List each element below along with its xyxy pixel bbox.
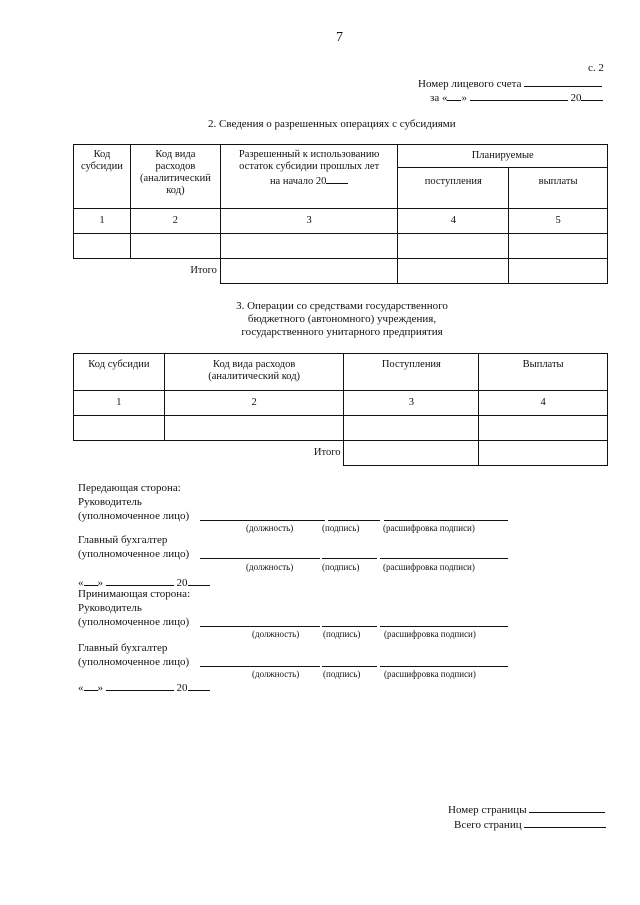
s2-total-cell[interactable] <box>220 259 398 284</box>
s3-col-number: 2 <box>164 391 344 416</box>
s3-cell[interactable] <box>344 416 479 441</box>
receive-head-label: Руководитель <box>78 602 142 614</box>
s2-col-number: 4 <box>398 209 509 234</box>
page-number: 7 <box>336 30 343 45</box>
transfer-year-field[interactable] <box>188 575 210 586</box>
decode-caption: (расшифровка подписи) <box>384 629 476 639</box>
receive-head-position-field[interactable] <box>200 626 320 627</box>
receive-party-label: Принимающая сторона: <box>78 588 191 600</box>
receive-accountant-position-field[interactable] <box>200 666 320 667</box>
receive-month-field[interactable] <box>106 680 174 691</box>
signature-caption: (подпись) <box>323 629 361 639</box>
s3-total-cell[interactable] <box>344 441 479 466</box>
transfer-party-label: Передающая сторона: <box>78 482 181 494</box>
signature-caption: (подпись) <box>322 562 360 572</box>
s3-header-code-expense: Код вида расходов (аналитический код) <box>164 354 344 391</box>
transfer-date-row: « » 20 <box>78 575 210 589</box>
receive-day-field[interactable] <box>84 680 98 691</box>
receive-head-signature-field[interactable] <box>322 626 377 627</box>
s3-col-number: 3 <box>344 391 479 416</box>
s2-header-planned: Планируемые <box>398 145 608 168</box>
sheet-label: с. 2 <box>588 62 604 74</box>
section3-title: 3. Операции со средствами государственного бюджетного (автономного) учреждения, государственного унитарного предприятия <box>236 300 448 338</box>
account-year-prefix: 20 <box>570 92 582 104</box>
s3-cell[interactable] <box>479 416 608 441</box>
s2-total-cell[interactable] <box>398 259 509 284</box>
s2-total-row <box>74 259 608 284</box>
account-date-mid: » <box>461 92 467 104</box>
transfer-month-field[interactable] <box>106 575 174 586</box>
s3-header-payments: Выплаты <box>479 354 608 391</box>
s3-total-cell[interactable] <box>479 441 608 466</box>
section2-title: 2. Сведения о разрешенных операциях с субсидиями <box>208 118 456 130</box>
transfer-day-field[interactable] <box>84 575 98 586</box>
account-date-row <box>430 90 603 104</box>
page-number-field[interactable] <box>529 802 605 813</box>
transfer-head-signature-field[interactable] <box>328 520 380 521</box>
total-pages-field[interactable] <box>524 817 606 828</box>
transfer-accountant-decode-field[interactable] <box>380 558 508 559</box>
transfer-head-authorized: (уполномоченное лицо) <box>78 510 190 522</box>
s3-col-number: 4 <box>479 391 608 416</box>
receive-accountant-signature-field[interactable] <box>322 666 377 667</box>
s2-data-row <box>74 234 608 259</box>
s2-header-payments: выплаты <box>509 168 608 209</box>
signature-caption: (подпись) <box>322 523 360 533</box>
transfer-head-label: Руководитель <box>78 496 142 508</box>
s2-cell[interactable] <box>509 234 608 259</box>
account-day-field[interactable] <box>447 90 461 101</box>
transfer-accountant-position-field[interactable] <box>200 558 320 559</box>
account-date-prefix: за « <box>430 92 448 104</box>
position-caption: (должность) <box>246 562 294 572</box>
account-month-field[interactable] <box>470 90 568 101</box>
s3-cell[interactable] <box>164 416 344 441</box>
s2-header-income: поступления <box>398 168 509 209</box>
account-number-label: Номер лицевого счета <box>418 78 522 90</box>
s2-col-number: 3 <box>220 209 398 234</box>
s2-total-cell[interactable] <box>509 259 608 284</box>
s3-total-label: Итого <box>313 447 341 459</box>
decode-caption: (расшифровка подписи) <box>384 669 476 679</box>
footer-total-pages: Всего страниц <box>454 817 606 831</box>
receive-head-authorized: (уполномоченное лицо) <box>78 616 190 628</box>
transfer-accountant-authorized: (уполномоченное лицо) <box>78 548 190 560</box>
decode-caption: (расшифровка подписи) <box>383 523 475 533</box>
receive-year-field[interactable] <box>188 680 210 691</box>
transfer-head-decode-field[interactable] <box>384 520 508 521</box>
s2-total-label: Итого <box>190 265 217 277</box>
signature-caption: (подпись) <box>323 669 361 679</box>
s3-header-code-subsidy: Код субсидии <box>74 354 165 391</box>
s3-data-row <box>74 416 608 441</box>
receive-head-decode-field[interactable] <box>380 626 508 627</box>
s2-header-code-subsidy: Код субсидии <box>74 145 131 209</box>
receive-accountant-label: Главный бухгалтер <box>78 642 168 654</box>
receive-accountant-authorized: (уполномоченное лицо) <box>78 656 190 668</box>
transfer-accountant-signature-field[interactable] <box>322 558 377 559</box>
receive-date-row: « » 20 <box>78 680 210 694</box>
s2-cell[interactable] <box>130 234 220 259</box>
s2-cell[interactable] <box>74 234 131 259</box>
section3-table <box>73 353 608 466</box>
s2-col-number: 1 <box>74 209 131 234</box>
position-caption: (должность) <box>246 523 294 533</box>
s2-header-allowed-balance: Разрешенный к использованию остаток субсидии прошлых лет на начало 20 <box>220 145 398 209</box>
footer-page-number: Номер страницы <box>448 802 605 816</box>
transfer-accountant-label: Главный бухгалтер <box>78 534 168 546</box>
s3-cell[interactable] <box>74 416 165 441</box>
position-caption: (должность) <box>252 629 300 639</box>
s2-cell[interactable] <box>220 234 398 259</box>
s2-col-number: 5 <box>509 209 608 234</box>
s3-col-number: 1 <box>74 391 165 416</box>
section2-table <box>73 144 608 284</box>
s2-header-code-expense: Код вида расходов (аналитический код) <box>130 145 220 209</box>
decode-caption: (расшифровка подписи) <box>383 562 475 572</box>
account-year-field[interactable] <box>581 90 603 101</box>
receive-accountant-decode-field[interactable] <box>380 666 508 667</box>
s3-header-income: Поступления <box>344 354 479 391</box>
position-caption: (должность) <box>252 669 300 679</box>
s3-total-row <box>74 441 608 466</box>
account-number-field[interactable] <box>524 76 602 87</box>
s2-col-number: 2 <box>130 209 220 234</box>
transfer-head-position-field[interactable] <box>200 520 325 521</box>
account-number-row <box>418 76 602 90</box>
s2-cell[interactable] <box>398 234 509 259</box>
